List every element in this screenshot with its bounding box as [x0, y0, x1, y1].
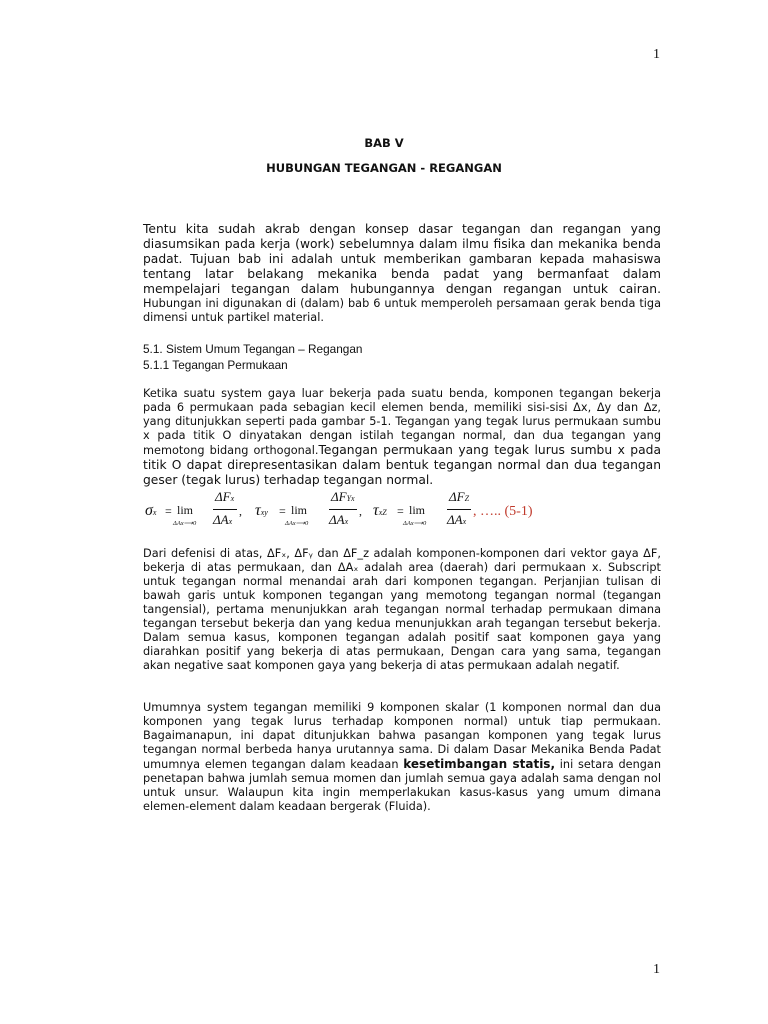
- paragraph-3-text-a: Umumnya system tegangan memiliki 9 komponen skalar (1 komponen normal dan dua komponen yang tegak lurus terhadap komponen normal) untuk tiap permukaan. Bagaimanapun, ini dapat ditunjukkan bahwa pasangan komponen yang tegak lurus tegangan normal berbeda hanya urutannya sama. Di dalam Dasar Mekanika Benda Padat umumnya elemen tegangan dalam keadaan: [143, 701, 661, 771]
- section-5-1: 5.1. Sistem Umum Tegangan – Regangan: [143, 342, 363, 356]
- fraction-numerator: ΔFZ: [449, 489, 470, 504]
- fraction-bar: [447, 509, 471, 510]
- limit-operator: lim: [177, 503, 194, 517]
- fraction-denominator: ΔAx: [329, 512, 349, 527]
- fraction-bar: [329, 509, 357, 510]
- paragraph-3: [143, 701, 661, 814]
- equals-sign: =: [165, 504, 172, 518]
- chapter-subtitle: HUBUNGAN TEGANGAN - REGANGAN: [266, 161, 502, 175]
- chapter-title: BAB V: [364, 136, 404, 150]
- page-number-bottom: 1: [653, 962, 660, 977]
- paragraph-3-text-b: ini setara dengan penetapan bahwa jumlah semua momen dan jumlah semua gaya adalah sama dengan nol untuk unsur. Walaupun kita ingin memperlakukan kasus-kasus yang umum dimana elemen-element dalam keadaan bergerak (Fluida).: [143, 758, 661, 813]
- equation-term-tau-xz: [373, 488, 473, 532]
- paragraph-1: [143, 387, 661, 488]
- limit-subscript: ΔAx⟶0: [403, 520, 427, 527]
- intro-text-small: Hubungan ini digunakan di (dalam) bab 6 untuk memperoleh persamaan gerak benda tiga dimensi untuk partikel material.: [143, 297, 661, 324]
- equation-number-tag: , ….. (5-1): [473, 504, 533, 519]
- section-headings: [143, 341, 661, 373]
- intro-text-large: Tentu kita sudah akrab dengan konsep dasar tegangan dan regangan yang diasumsikan pada kerja (work) sebelumnya dalam ilmu fisika dan mekanika benda padat. Tujuan bab ini adalah untuk memberikan gambaran kepada mahasiswa tentang latar belakang mekanika benda padat yang bermanfaat dalam mempelajari tegangan dalam hubungannya dengan regangan untuk cairan.: [143, 222, 661, 296]
- fraction-bar: [213, 509, 237, 510]
- intro-paragraph: [143, 222, 661, 325]
- paragraph-2-text: Dari defenisi di atas, ΔFₓ, ΔFᵧ dan ΔF_z adalah komponen-komponen dari vektor gaya ΔF, bekerja di atas permukaan, dan ΔAₓ adalah area (daerah) dari permukaan x. Subscript untuk tegangan normal menandai arah dari komponen tegangan. Perjanjian tulisan di bawah garis untuk komponen tegangan yang memotong tegangan normal (tegangan tangensial), pertama menunjukkan arah tegangan normal terhadap permukaan dimana tegangan tersebut bekerja dan yang kedua menunjukkan arah tegangan tersebut bekerja. Dalam semua kasus, komponen tegangan adalah positif saat komponen gaya yang diarahkan positif yang bekerja di atas permukaan, Dengan cara yang sama, tegangan akan negative saat komponen gaya yang bekerja di atas permukaan adalah negatif.: [143, 547, 661, 672]
- paragraph-1-text-a: Ketika suatu system gaya luar bekerja pada suatu benda, komponen tegangan bekerja pada 6 permukaan pada sebagian kecil elemen benda, memiliki sisi-sisi Δx, Δy dan Δz, yang ditunjukkan seperti pada gambar 5-1. Tegangan yang tegak lurus permukaan sumbu x pada titik O dinyatakan dengan istilah tegangan normal, dan dua tegangan yang memotong bidang orthogonal.: [143, 387, 661, 457]
- fraction-denominator: ΔAx: [447, 512, 467, 527]
- fraction-numerator: ΔFx: [215, 489, 235, 504]
- paragraph-2: [143, 547, 661, 673]
- limit-subscript: ΔAx⟶0: [173, 520, 197, 527]
- paragraph-3-bold: kesetimbangan statis,: [403, 757, 556, 771]
- sigma-symbol: σx: [145, 502, 157, 519]
- limit-subscript: ΔAx⟶0: [285, 520, 309, 527]
- paragraph-1-text-b: Tegangan permukaan yang tegak lurus sumbu x pada titik O dapat direpresentasikan dalam bentuk tegangan normal dan dua tegangan geser (tegak lurus) terhadap tegangan normal.: [143, 443, 661, 487]
- tau-symbol: τxy: [255, 502, 268, 519]
- comma: ,: [239, 504, 242, 518]
- section-5-1-1: 5.1.1 Tegangan Permukaan: [143, 358, 288, 372]
- comma: ,: [359, 504, 362, 518]
- equation-5-1: [143, 488, 663, 532]
- equation-term-tau-xy: [255, 488, 367, 532]
- equation-term-sigma-x: [143, 488, 253, 532]
- fraction-denominator: ΔAx: [213, 512, 233, 527]
- limit-operator: lim: [409, 503, 426, 517]
- page-number-top: 1: [653, 47, 660, 62]
- equals-sign: =: [397, 504, 404, 518]
- fraction-numerator: ΔFYx: [331, 489, 355, 504]
- limit-operator: lim: [291, 503, 308, 517]
- tau-symbol: τxZ: [373, 502, 387, 519]
- equals-sign: =: [279, 504, 286, 518]
